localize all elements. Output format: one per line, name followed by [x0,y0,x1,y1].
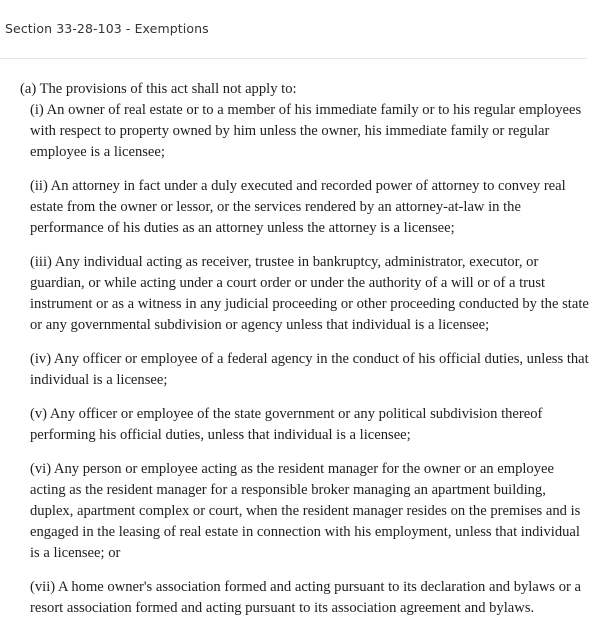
exemption-item-iii: (iii) Any individual acting as receiver, trustee in bankruptcy, administrator, executor, or guardian, or while acting under a court order or under the authority of a will or of a trust instrument or as a witness in any judicial proceeding or other proceeding conducted by the state or any governmental subdivision or agency unless that individual is a licensee; [30,254,589,333]
section-title: Section 33-28-103 - Exemptions [5,21,209,36]
exemption-item-vii: (vii) A home owner's association formed and acting pursuant to its declaration and bylaws or a resort association formed and acting pursuant to its association agreement and bylaws. [30,579,581,616]
statute-intro: (a) The provisions of this act shall not apply to: [20,81,297,97]
exemption-item-ii: (ii) An attorney in fact under a duly executed and recorded power of attorney to convey real estate from the owner or lessor, or the services rendered by an attorney-at-law in the performance of his duties as an attorney unless the attorney is a licensee; [30,178,566,236]
exemption-item-iv: (iv) Any officer or employee of a federal agency in the conduct of his official duties, unless that individual is a licensee; [30,351,589,388]
exemption-item-i: (i) An owner of real estate or to a member of his immediate family or to his regular employees with respect to property owned by him unless the owner, his immediate family or regular employee is a licensee; [30,102,582,160]
exemption-item-vi: (vi) Any person or employee acting as the resident manager for the owner or an employee acting as the resident manager for a responsible broker managing an apartment building, duplex, apartment complex or court, when the resident manager resides on the premises and is engaged in the leasing of real estate in connection with his employment, unless that individual is a licensee; or [30,461,581,561]
exemption-item-v: (v) Any officer or employee of the state government or any political subdivision thereof performing his official duties, unless that individual is a licensee; [30,406,543,443]
section-header [0,0,587,59]
statute-body [20,79,592,619]
